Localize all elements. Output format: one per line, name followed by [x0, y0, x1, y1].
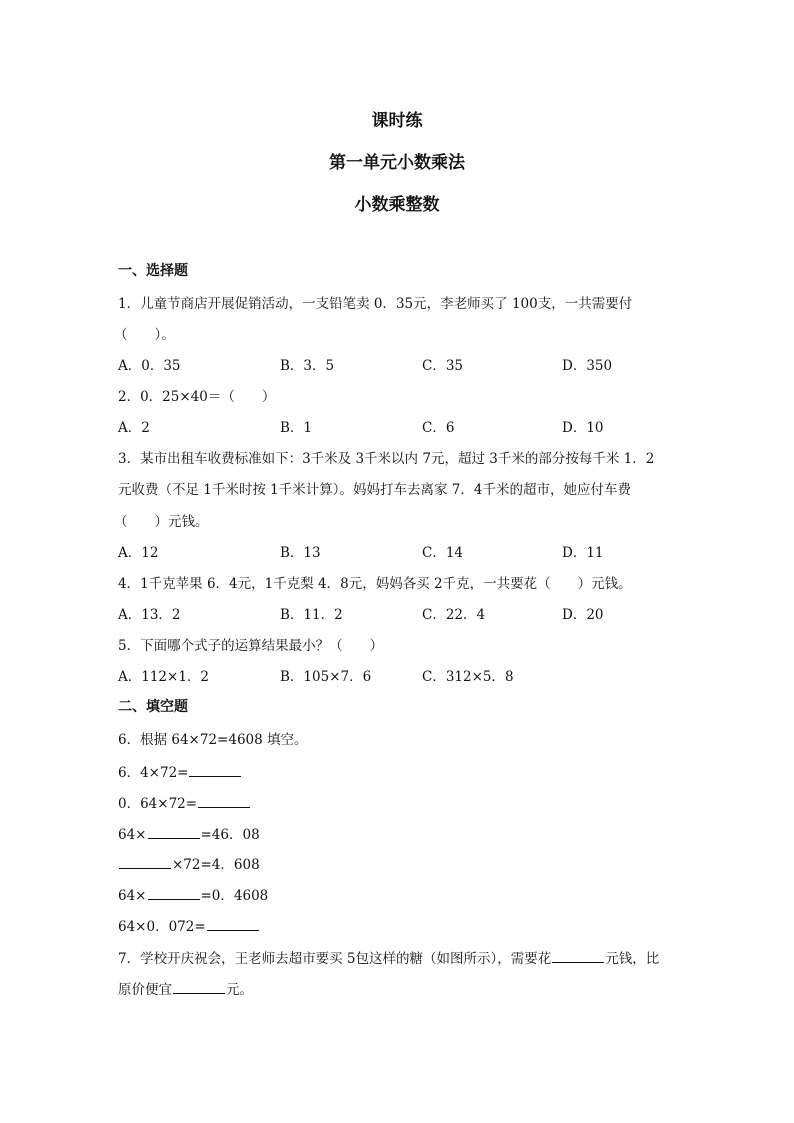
q2-option-c: C．6	[422, 420, 455, 436]
q5-option-a: A．112×1．2	[118, 669, 210, 685]
q3-option-c: C．14	[422, 545, 464, 561]
q3-option-b: B．13	[280, 545, 321, 561]
q1-option-c: C．35	[422, 358, 464, 374]
question-7-line-1	[118, 947, 659, 967]
q3-option-a: A．12	[118, 545, 159, 561]
question-5: 5．下面哪个式子的运算结果最小？（ ）	[118, 638, 384, 654]
q6-e-suffix: =0．4608	[200, 888, 269, 904]
unit-title: 第一单元小数乘法	[329, 153, 465, 173]
q1-option-b: B．3．5	[280, 358, 335, 374]
q6-line-b	[118, 792, 251, 812]
question-2: 2．0．25×40＝（ ）	[118, 389, 276, 405]
q2-option-b: B．1	[280, 420, 313, 436]
answer-blank[interactable]	[148, 887, 200, 900]
q6-a-text: 6．4×72=	[118, 765, 189, 781]
q4-option-a: A．13．2	[118, 607, 181, 623]
question-4: 4．1千克苹果 6．4元，1千克梨 4．8元，妈妈各买 2千克，一共要花（ ）元钱。	[118, 576, 632, 592]
q6-line-d	[118, 853, 260, 873]
q1-option-d: D．350	[562, 358, 613, 374]
answer-blank[interactable]	[173, 981, 225, 994]
q2-option-a: A．2	[118, 420, 150, 436]
q6-d-suffix: ×72=4．608	[172, 857, 260, 873]
question-3-line-2: 元收费（不足 1千米时按 1千米计算）。妈妈打车去离家 7．4千米的超市，她应付车费	[118, 482, 631, 498]
section-fill-heading: 二、填空题	[118, 699, 188, 715]
question-3-line-3: （ ）元钱。	[114, 514, 209, 530]
q6-line-f	[118, 915, 260, 935]
q5-option-c: C．312×5．8	[422, 669, 514, 685]
q6-line-c	[118, 823, 260, 843]
question-1-line-1: 1．儿童节商店开展促销活动，一支铅笔卖 0．35元，李老师买了 100支，一共需要付	[118, 296, 633, 312]
answer-blank[interactable]	[198, 795, 250, 808]
q1-option-a: A．0．35	[118, 358, 181, 374]
q6-line-a	[118, 761, 242, 781]
question-1-line-2: （ ）。	[114, 327, 175, 343]
q4-option-c: C．22．4	[422, 607, 486, 623]
q4-option-d: D．20	[562, 607, 604, 623]
q7-line2-suffix: 元。	[226, 982, 253, 998]
q7-line1-prefix: 7．学校开庆祝会，王老师去超市要买 5包这样的糖（如图所示），需要花	[118, 951, 552, 967]
q6-c-suffix: =46．08	[200, 827, 260, 843]
lesson-title: 小数乘整数	[354, 195, 440, 215]
answer-blank[interactable]	[207, 918, 259, 931]
q6-line-e	[118, 884, 268, 904]
q5-option-b: B．105×7．6	[280, 669, 372, 685]
answer-blank[interactable]	[119, 856, 171, 869]
q2-option-d: D．10	[562, 420, 604, 436]
section-choice-heading: 一、选择题	[118, 263, 188, 279]
q4-option-b: B．11．2	[280, 607, 343, 623]
question-6: 6．根据 64×72=4608 填空。	[118, 732, 308, 748]
answer-blank[interactable]	[148, 826, 200, 839]
worksheet-title: 课时练	[371, 111, 423, 131]
q3-option-d: D．11	[562, 545, 604, 561]
q7-line2-prefix: 原价便宜	[118, 982, 172, 998]
q6-c-prefix: 64×	[118, 827, 147, 843]
question-7-line-2	[118, 978, 253, 998]
q6-f-text: 64×0．072=	[118, 919, 206, 935]
q6-e-prefix: 64×	[118, 888, 147, 904]
answer-blank[interactable]	[189, 764, 241, 777]
answer-blank[interactable]	[552, 950, 604, 963]
q7-line1-suffix: 元钱，比	[605, 951, 660, 967]
question-3-line-1: 3．某市出租车收费标准如下：3千米及 3千米以内 7元，超过 3千米的部分按每千米 1．2	[118, 451, 655, 467]
q6-b-text: 0．64×72=	[118, 796, 198, 812]
